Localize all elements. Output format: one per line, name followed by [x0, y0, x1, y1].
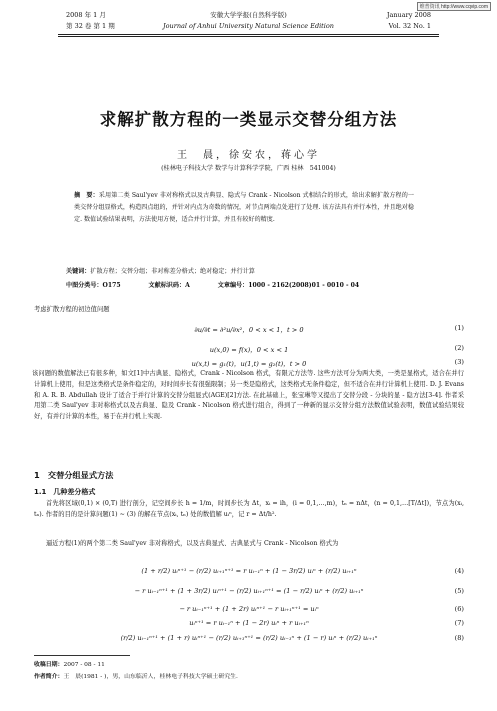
equation-1-number: (1)	[454, 324, 464, 332]
journal-header	[0, 10, 497, 54]
footnote-rule	[34, 655, 130, 656]
header-volume-en: Vol. 32 No. 1	[388, 22, 431, 30]
paper-title: 求解扩散方程的一类显示交替分组方法	[99, 110, 398, 129]
equation-5-number: (5)	[454, 587, 464, 595]
equation-1	[34, 320, 464, 340]
equation-1-math: ∂u/∂t = ∂²u/∂x²，0 < x < 1，t > 0	[194, 326, 304, 334]
equation-7-number: (7)	[454, 619, 464, 627]
keywords-label: 关键词：	[66, 268, 91, 275]
document-code: 文献标识码：A	[148, 282, 190, 289]
abstract	[74, 190, 414, 225]
equation-3-number: (3)	[454, 358, 464, 366]
keywords	[66, 266, 426, 275]
paragraph-3: 逼近方程(1)的两个第二类 Saul'yev 非对称格式，以及古典显式、古典显式与 Crank - Nicolson 格式为	[46, 540, 339, 547]
paper-affiliation: (桂林电子科技大学 数学与计算科学学院，广西 桂林 541004)	[161, 165, 336, 172]
watermark-stamp: 维普资讯 http://www.cqvip.com	[417, 2, 491, 11]
equation-4-math: (1 + r/2) uᵢⁿ⁺¹ − (r/2) uᵢ₊₁ⁿ⁺¹ = r uᵢ₋₁ⁿ + (1 − 3r/2) uᵢⁿ + (r/2) uᵢ₊₁ⁿ	[141, 567, 357, 575]
paragraph-2: 首先将区域(0,1) × (0,T) 进行剖分，记空间步长 h = 1/m，时间步长为 Δt，xᵢ = ih，(i = 0,1,…,m)，tₙ = nΔt，(n = 0,1,…[T/Δt])，节点为(xᵢ, tₙ). 作者的目的是计算问题(1) ~ (3) 的解在节点(xᵢ, tₙ) 处的数值解 uᵢⁿ，记 r = Δt/h².	[34, 500, 464, 518]
subsection-1-1-heading: 1.1 几种差分格式	[34, 488, 96, 496]
equation-2	[34, 344, 464, 356]
paragraph-1: 该问题的数值解法已有很多种，如文[1]中古典显、隐格式，Crank - Nicolson 格式，有限元方法等. 这些方法可分为两大类，一类是显格式，适合在并行计算机上使用，但是这类格式是条件稳定的，对时间步长有很强限制；另一类是隐格式，这类格式无条件稳定，但不适合在并行计算机上使用. D. J. Evans 和 A. R. B. Abdullah 设计了适合于并行计算的交替分组显式(AGE)[2]方法. 在此基础上，张宝琳等又提出了交替分段 - 分块的显 - 隐方法[3-4]. 作者采用第二类 Saul'yev 非对称格式以及古典显、隐及 Crank - Nicolson 格式进行组合，得到了一种新的显示交替分组方法数值试验表明，数值试验结果较好，有并行计算的本性，易于在并行机上实现.	[32, 370, 464, 421]
classification-line	[66, 280, 446, 289]
header-right	[387, 10, 431, 32]
equation-8-math: (r/2) uᵢ₋₁ⁿ⁺¹ + (1 + r) uᵢⁿ⁺¹ − (r/2) uᵢ₊₁ⁿ⁺¹ = (r/2) uᵢ₋₁ⁿ + (1 − r) uᵢⁿ + (r/2) uᵢ₊₁ⁿ	[120, 634, 378, 642]
equation-4	[34, 567, 464, 579]
equation-6	[34, 605, 464, 617]
header-rule-bottom	[58, 36, 439, 37]
paper-authors: 王 晨，徐安农，蒋心学	[177, 150, 320, 161]
received-date: 2007 - 08 - 11	[63, 662, 105, 668]
section-1-heading: 1 交替分组显式方法	[34, 470, 114, 480]
header-volume: 第 32 卷 第 1 期	[66, 22, 115, 30]
abstract-text: 采用第二类 Saul'yev 非对称格式以及古典显、隐式与 Crank - Nicolson 式相结合的形式，给出求解扩散方程的一类交替分组显格式，构造四点组的，并针对内点为奇数的情况，对节点两端点处进行了处理. 该方法具有并行本性，并且绝对稳定. 数值试验结果表明，方法使用方便，适合并行计算，并且有较好的精度.	[74, 192, 415, 223]
equation-7	[34, 619, 464, 631]
equation-7-math: uᵢⁿ⁺¹ = r uᵢ₋₁ⁿ + (1 − 2r) uᵢⁿ + r uᵢ₊₁ⁿ	[189, 619, 309, 627]
header-date-en: January 2008	[386, 11, 431, 19]
equation-2-number: (2)	[454, 344, 464, 352]
footnote-author	[34, 671, 238, 683]
equation-4-number: (4)	[454, 567, 464, 575]
footnote-received	[34, 659, 105, 671]
equation-8-number: (8)	[454, 634, 464, 642]
header-rule-top	[58, 34, 439, 35]
author-bio-label: 作者简介：	[34, 673, 64, 680]
equation-2-math: u(x,0) = f(x)，0 < x < 1	[209, 346, 289, 354]
intro-line: 考虑扩散方程的初边值问题	[34, 306, 110, 313]
keywords-text: 扩散方程；交替分组；非对称差分格式；绝对稳定；并行计算	[90, 268, 255, 275]
author-bio-text: 王 晨(1981 - )，男，山东临沂人，桂林电子科技大学硕士研究生.	[63, 674, 238, 680]
equation-6-math: − r uᵢ₋₁ⁿ⁺¹ + (1 + 2r) uᵢⁿ⁺¹ − r uᵢ₊₁ⁿ⁺¹ = uᵢⁿ	[179, 605, 319, 613]
clc-number: 中图分类号：O175	[66, 282, 121, 289]
article-number: 文章编号：1000 - 2162(2008)01 - 0010 - 04	[217, 282, 360, 289]
equation-6-number: (6)	[454, 605, 464, 613]
received-label: 收稿日期：	[34, 661, 64, 668]
equation-8	[34, 634, 464, 646]
equation-5-math: − r uᵢ₋₁ⁿ⁺¹ + (1 + 3r/2) uᵢⁿ⁺¹ − (r/2) uᵢ₊₁ⁿ⁺¹ = (1 − r/2) uᵢⁿ + (r/2) uᵢ₊₁ⁿ	[134, 587, 364, 595]
header-journal-en: Journal of Anhui University Natural Science Edition	[163, 22, 334, 30]
abstract-label: 摘 要：	[74, 192, 99, 199]
header-journal-cn: 安徽大学学报(自然科学版)	[210, 11, 287, 19]
header-date: 2008 年 1 月	[66, 11, 106, 19]
equation-5	[34, 587, 464, 599]
equation-3-math: u(x,t) = g₁(t)，u(1,t) = g₂(t)，t > 0	[191, 360, 307, 368]
